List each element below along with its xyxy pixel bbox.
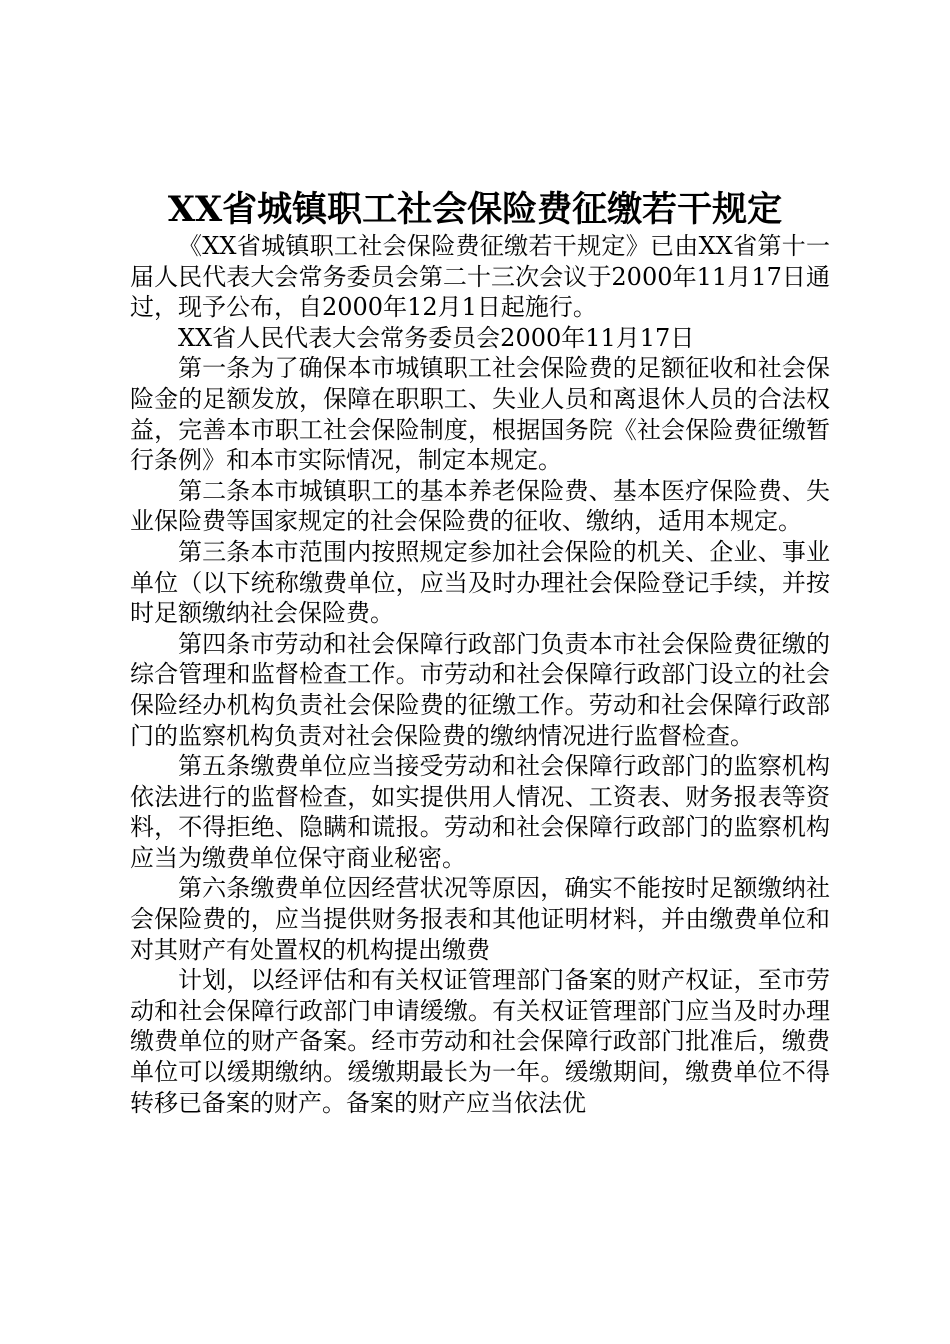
- paragraph-article-5: 第五条缴费单位应当接受劳动和社会保障行政部门的监察机构依法进行的监督检查，如实提供用人情况、工资表、财务报表等资料，不得拒绝、隐瞒和谎报。劳动和社会保障行政部门的监察机构应当为缴费单位保守商业秘密。: [130, 752, 830, 872]
- paragraph-article-2: 第二条本市城镇职工的基本养老保险费、基本医疗保险费、失业保险费等国家规定的社会保险费的征收、缴纳，适用本规定。: [130, 476, 830, 536]
- paragraph-article-6-continued: 计划，以经评估和有关权证管理部门备案的财产权证，至市劳动和社会保障行政部门申请缓缴。有关权证管理部门应当及时办理缴费单位的财产备案。经市劳动和社会保障行政部门批准后，缴费单位可以缓期缴纳。缓缴期最长为一年。缓缴期间，缴费单位不得转移已备案的财产。备案的财产应当依法优: [130, 966, 830, 1117]
- paragraph-signatory: XX省人民代表大会常务委员会2000年11月17日: [178, 323, 695, 352]
- document-title: XX省城镇职工社会保险费征缴若干规定: [167, 189, 783, 230]
- paragraph-article-6: 第六条缴费单位因经营状况等原因，确实不能按时足额缴纳社会保险费的，应当提供财务报表和其他证明材料，并由缴费单位和对其财产有处置权的机构提出缴费: [130, 874, 830, 964]
- paragraph-announcement: 《XX省城镇职工社会保险费征缴若干规定》已由XX省第十一届人民代表大会常务委员会第二十三次会议于2000年11月17日通过，现予公布，自2000年12月1日起施行。: [130, 232, 830, 322]
- paragraph-article-3: 第三条本市范围内按照规定参加社会保险的机关、企业、事业单位（以下统称缴费单位，应当及时办理社会保险登记手续，并按时足额缴纳社会保险费。: [130, 537, 830, 628]
- paragraph-article-1: 第一条为了确保本市城镇职工社会保险费的足额征收和社会保险金的足额发放，保障在职职工、失业人员和离退休人员的合法权益，完善本市职工社会保险制度，根据国务院《社会保险费征缴暂行条例》和本市实际情况，制定本规定。: [130, 354, 830, 475]
- paragraph-article-4: 第四条市劳动和社会保障行政部门负责本市社会保险费征缴的综合管理和监督检查工作。市劳动和社会保障行政部门设立的社会保险经办机构负责社会保险费的征缴工作。劳动和社会保障行政部门的监察机构负责对社会保险费的缴纳情况进行监督检查。: [130, 629, 830, 750]
- document-body: [130, 231, 830, 1118]
